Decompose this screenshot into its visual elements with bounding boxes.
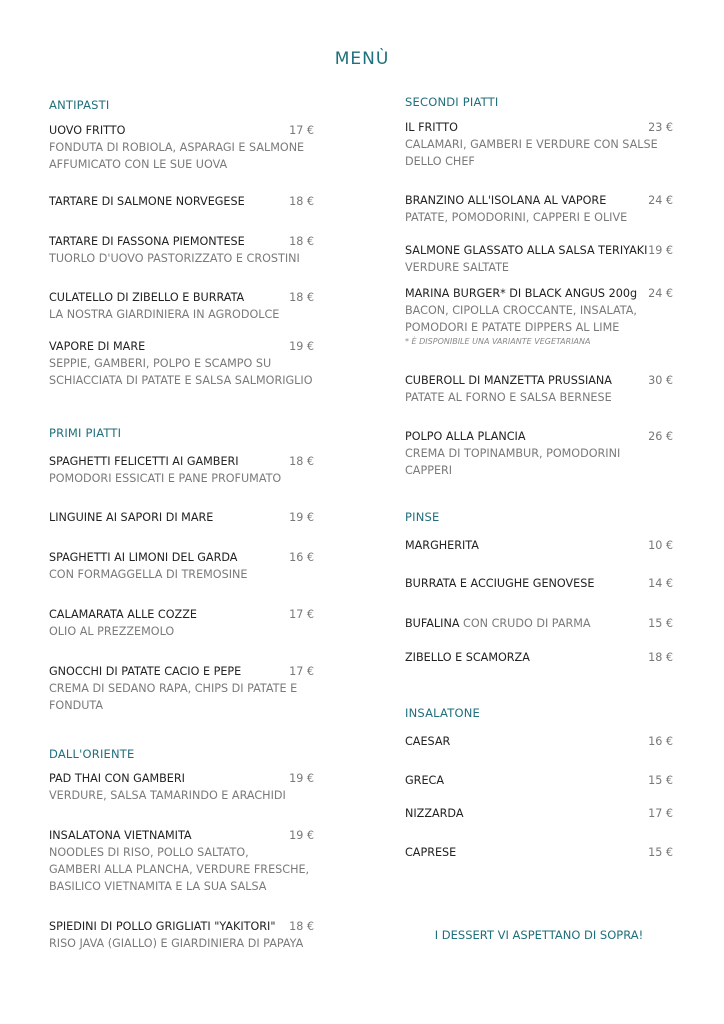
item-price: 18 € <box>289 195 314 208</box>
item-description: CALAMARI, GAMBERI E VERDURE CON SALSE <box>405 138 658 151</box>
item-name-text: CAESAR <box>405 735 451 748</box>
item-price: 18 € <box>289 235 314 248</box>
item-description: OLIO AL PREZZEMOLO <box>49 625 175 638</box>
item-price: 19 € <box>289 829 314 842</box>
item-price: 15 € <box>648 617 673 630</box>
item-description: VERDURE, SALSA TAMARINDO E ARACHIDI <box>49 789 286 802</box>
item-price: 19 € <box>289 511 314 524</box>
item-price: 17 € <box>648 807 673 820</box>
menu-item <box>49 509 314 526</box>
dessert-note: I DESSERT VI ASPETTANO DI SOPRA! <box>434 928 644 942</box>
item-name <box>405 372 673 389</box>
item-name-text: SALMONE GLASSATO ALLA SALSA TERIYAKI <box>405 244 648 257</box>
menu-item <box>405 242 673 276</box>
section-heading: PRIMI PIATTI <box>49 426 122 440</box>
item-name-text: MARGHERITA <box>405 539 479 552</box>
menu-item <box>49 233 314 267</box>
item-name-text: CULATELLO DI ZIBELLO E BURRATA <box>49 291 245 304</box>
item-name-text: GNOCCHI DI PATATE CACIO E PEPE <box>49 665 242 678</box>
item-price: 19 € <box>289 340 314 353</box>
menu-item <box>405 805 673 822</box>
menu-item <box>405 733 673 750</box>
item-name-text: BURRATA E ACCIUGHE GENOVESE <box>405 577 595 590</box>
item-price: 17 € <box>289 665 314 678</box>
item-name-text: BUFALINA <box>405 617 460 630</box>
item-name-text: CALAMARATA ALLE COZZE <box>49 608 197 621</box>
item-description: TUORLO D'UOVO PASTORIZZATO E CROSTINI <box>49 252 300 265</box>
item-description: BACON, CIPOLLA CROCCANTE, INSALATA, <box>405 304 637 317</box>
menu-item <box>49 770 314 804</box>
item-description: CON FORMAGGELLA DI TREMOSINE <box>49 568 248 581</box>
menu-item <box>405 285 673 348</box>
item-name <box>405 615 673 632</box>
menu-item <box>405 844 673 861</box>
item-price: 17 € <box>289 608 314 621</box>
item-name-text: GRECA <box>405 774 444 787</box>
item-price: 15 € <box>648 774 673 787</box>
item-name <box>49 827 314 844</box>
item-description: POMODORI ESSICATI E PANE PROFUMATO <box>49 472 282 485</box>
section-heading: ANTIPASTI <box>49 98 110 112</box>
item-name-text: LINGUINE AI SAPORI DI MARE <box>49 511 214 524</box>
menu-item <box>405 192 673 226</box>
menu-item <box>49 606 314 640</box>
item-name-text: BRANZINO ALL'ISOLANA AL VAPORE <box>405 194 607 207</box>
item-description: SCHIACCIATA DI PATATE E SALSA SALMORIGLIO <box>49 374 313 387</box>
section-heading: DALL'ORIENTE <box>49 747 135 761</box>
item-price: 10 € <box>648 539 673 552</box>
item-description: SEPPIE, GAMBERI, POLPO E SCAMPO SU <box>49 357 272 370</box>
menu-item <box>49 453 314 487</box>
item-price: 19 € <box>289 772 314 785</box>
item-price: 14 € <box>648 577 673 590</box>
item-name-text: PAD THAI CON GAMBERI <box>49 772 185 785</box>
item-description: PATATE AL FORNO E SALSA BERNESE <box>405 391 612 404</box>
item-description: FONDUTA <box>49 699 104 712</box>
item-name <box>49 509 314 526</box>
item-name <box>405 428 673 445</box>
item-price: 30 € <box>648 374 673 387</box>
menu-item <box>49 918 314 952</box>
item-name-text: VAPORE DI MARE <box>49 340 146 353</box>
menu-item <box>405 372 673 406</box>
menu-item <box>49 663 314 714</box>
menu-item <box>49 122 314 173</box>
item-name <box>405 192 673 209</box>
menu-item <box>49 193 314 210</box>
item-name <box>405 733 673 750</box>
menu-item <box>49 338 314 389</box>
item-name-text: MARINA BURGER* DI BLACK ANGUS 200g <box>405 287 638 300</box>
item-name-suffix: CON CRUDO DI PARMA <box>459 617 591 630</box>
item-price: 16 € <box>289 551 314 564</box>
section-heading: PINSE <box>405 510 440 524</box>
item-price: 18 € <box>289 455 314 468</box>
item-name-text: TARTARE DI SALMONE NORVEGESE <box>49 195 245 208</box>
menu-item <box>405 428 673 479</box>
menu-item <box>405 615 673 632</box>
item-name <box>405 844 673 861</box>
item-name-text: CUBEROLL DI MANZETTA PRUSSIANA <box>405 374 612 387</box>
item-name <box>405 119 673 136</box>
item-description: FONDUTA DI ROBIOLA, ASPARAGI E SALMONE <box>49 141 305 154</box>
menu-item <box>405 119 673 170</box>
item-description: CREMA DI SEDANO RAPA, CHIPS DI PATATE E <box>49 682 298 695</box>
page-title: MENÙ <box>334 49 390 69</box>
item-name-text: TARTARE DI FASSONA PIEMONTESE <box>49 235 245 248</box>
item-name <box>49 549 314 566</box>
item-name <box>405 537 673 554</box>
item-name <box>49 122 314 139</box>
item-name <box>49 338 314 355</box>
menu-item <box>405 575 673 592</box>
section-heading: INSALATONE <box>405 706 480 720</box>
item-name-text: POLPO ALLA PLANCIA <box>405 430 526 443</box>
item-name <box>49 606 314 623</box>
item-name-text: CAPRESE <box>405 846 457 859</box>
item-description: GAMBERI ALLA PLANCHA, VERDURE FRESCHE, <box>49 863 310 876</box>
item-price: 18 € <box>648 651 673 664</box>
item-description: PATATE, POMODORINI, CAPPERI E OLIVE <box>405 211 628 224</box>
item-description: CAPPERI <box>405 464 453 477</box>
item-price: 23 € <box>648 121 673 134</box>
item-name <box>49 918 314 935</box>
item-description: AFFUMICATO CON LE SUE UOVA <box>49 158 228 171</box>
menu-item <box>405 537 673 554</box>
item-price: 19 € <box>648 244 673 257</box>
item-name <box>49 770 314 787</box>
item-price: 18 € <box>289 291 314 304</box>
item-name <box>49 289 314 306</box>
item-price: 17 € <box>289 124 314 137</box>
item-name <box>49 663 314 680</box>
menu-item <box>405 649 673 666</box>
item-description: BASILICO VIETNAMITA E LA SUA SALSA <box>49 880 267 893</box>
menu-item <box>49 827 314 895</box>
item-name <box>405 285 673 302</box>
item-description: NOODLES DI RISO, POLLO SALTATO, <box>49 846 249 859</box>
item-name <box>405 242 673 259</box>
item-price: 24 € <box>648 194 673 207</box>
item-name <box>49 193 314 210</box>
item-description: CREMA DI TOPINAMBUR, POMODORINI <box>405 447 621 460</box>
item-name <box>49 233 314 250</box>
item-name-text: SPIEDINI DI POLLO GRIGLIATI "YAKITORI" <box>49 920 276 933</box>
item-price: 15 € <box>648 846 673 859</box>
item-description: RISO JAVA (GIALLO) E GIARDINIERA DI PAPAYA <box>49 937 304 950</box>
item-price: 16 € <box>648 735 673 748</box>
item-name-text: ZIBELLO E SCAMORZA <box>405 651 530 664</box>
item-note: * È DISPONIBILE UNA VARIANTE VEGETARIANA <box>405 337 591 346</box>
item-name-text: NIZZARDA <box>405 807 464 820</box>
item-name <box>405 649 673 666</box>
item-name <box>405 805 673 822</box>
menu-item <box>49 549 314 583</box>
item-name <box>49 453 314 470</box>
menu-item <box>405 772 673 789</box>
item-name-text: UOVO FRITTO <box>49 124 126 137</box>
item-description: VERDURE SALTATE <box>405 261 509 274</box>
item-name-text: IL FRITTO <box>405 121 458 134</box>
menu-item <box>49 289 314 323</box>
section-heading: SECONDI PIATTI <box>405 95 499 109</box>
item-name-text: SPAGHETTI AI LIMONI DEL GARDA <box>49 551 238 564</box>
item-price: 26 € <box>648 430 673 443</box>
item-name <box>405 575 673 592</box>
item-description: POMODORI E PATATE DIPPERS AL LIME <box>405 321 620 334</box>
item-name-text: INSALATONA VIETNAMITA <box>49 829 192 842</box>
item-price: 24 € <box>648 287 673 300</box>
item-description: DELLO CHEF <box>405 155 475 168</box>
item-name <box>405 772 673 789</box>
item-description: LA NOSTRA GIARDINIERA IN AGRODOLCE <box>49 308 280 321</box>
item-price: 18 € <box>289 920 314 933</box>
item-name-text: SPAGHETTI FELICETTI AI GAMBERI <box>49 455 239 468</box>
